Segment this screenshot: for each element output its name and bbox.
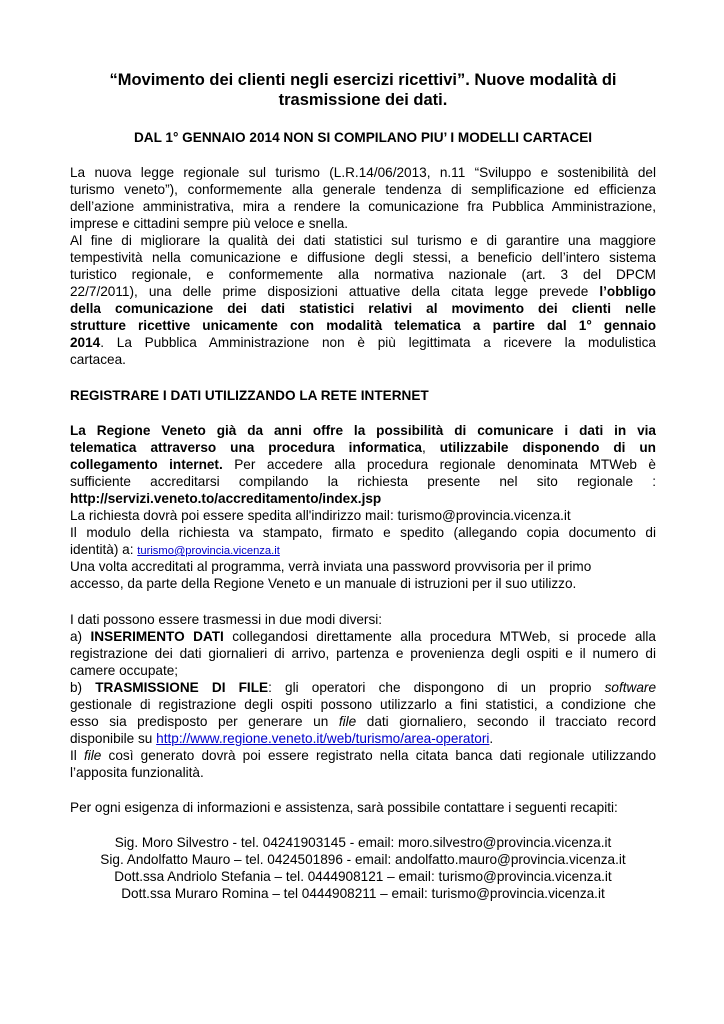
modes-line: camere occupate;	[70, 663, 179, 678]
intro-line: imprese e cittadini sempre più veloce e snella.	[70, 216, 349, 231]
section-heading: REGISTRARE I DATI UTILIZZANDO LA RETE INTERNET	[70, 388, 429, 403]
modes-line: gestionale di registrazione degli ospiti possono utilizzarlo a fini statistici, a condizione che	[70, 697, 656, 712]
modes-line: Il file così generato dovrà poi essere registrato nella citata banca dati regionale utilizzando	[70, 748, 657, 763]
intro-line-bold: strutture ricettive unicamente con modalità telematica a partire dal 1° gennaio	[70, 318, 656, 333]
internet-line: identità) a: turismo@provincia.vicenza.it	[70, 542, 280, 557]
internet-line: collegamento internet. Per accedere alla procedura regionale denominata MTWeb è	[70, 457, 656, 472]
modes-line: disponibile su http://www.regione.veneto.it/web/turismo/area-operatori.	[70, 731, 494, 746]
document-subtitle: DAL 1° GENNAIO 2014 NON SI COMPILANO PIU’ I MODELLI CARTACEI	[133, 130, 593, 145]
contact-line: Sig. Andolfatto Mauro – tel. 0424501896 - email: andolfatto.mauro@provincia.vicenza.it	[100, 852, 626, 867]
internet-line: La richiesta dovrà poi essere spedita all'indirizzo mail: turismo@provincia.vicenza.it	[70, 508, 571, 523]
intro-line: 22/7/2011), una delle prime disposizioni attuative della citata legge prevede l’obbligo	[70, 284, 656, 299]
intro-line: turismo veneto”), conformemente alla generale tendenza di semplificazione ed efficienza	[70, 182, 656, 197]
area-operatori-link[interactable]: http://www.regione.veneto.it/web/turismo/area-operatori	[156, 731, 490, 746]
intro-line: Al fine di migliorare la qualità dei dati statistici sul turismo e di garantire una maggiore	[70, 233, 656, 248]
internet-line: accesso, da parte della Regione Veneto e un manuale di istruzioni per il suo utilizzo.	[70, 576, 577, 591]
modes-line: l’apposita funzionalità.	[70, 765, 204, 780]
email-link[interactable]: turismo@provincia.vicenza.it	[137, 545, 280, 557]
contact-line: Dott.ssa Muraro Romina – tel 0444908211 – email: turismo@provincia.vicenza.it	[121, 886, 605, 901]
internet-line: Il modulo della richiesta va stampato, firmato e spedito (allegando copia documento di	[70, 525, 656, 540]
document-title: “Movimento dei clienti negli esercizi ricettivi”. Nuove modalità di trasmissione dei dati.	[109, 71, 617, 109]
accreditation-url: http://servizi.veneto.to/accreditamento/index.jsp	[70, 491, 382, 506]
intro-line: turistico regionale, e conformemente alla normativa nazionale (art. 3 del DPCM	[70, 267, 656, 282]
modes-line: esso sia predisposto per generare un file dati giornaliero, secondo il tracciato record	[70, 714, 656, 729]
contact-line: Dott.ssa Andriolo Stefania – tel. 0444908121 – email: turismo@provincia.vicenza.it	[114, 869, 612, 884]
intro-line: La nuova legge regionale sul turismo (L.R.14/06/2013, n.11 “Sviluppo e sostenibilità del	[70, 165, 656, 180]
contact-line: Sig. Moro Silvestro - tel. 04241903145 - email: moro.silvestro@provincia.vicenza.it	[114, 835, 612, 850]
intro-line: 2014. La Pubblica Amministrazione non è più legittimata a ricevere la modulistica	[70, 335, 656, 350]
modes-line: registrazione dei dati giornalieri di arrivo, partenza e provenienza degli ospiti e il numero di	[70, 646, 656, 661]
intro-line: cartacea.	[70, 352, 126, 367]
modes-line: a) INSERIMENTO DATI collegandosi direttamente alla procedura MTWeb, si procede alla	[70, 629, 656, 644]
internet-line: Una volta accreditati al programma, verrà inviata una password provvisoria per il primo	[70, 559, 592, 574]
intro-line-bold: della comunicazione dei dati statistici relativi al movimento dei clienti nelle	[70, 301, 656, 316]
internet-line-bold: telematica attraverso una procedura informatica, utilizzabile disponendo di un	[70, 440, 656, 455]
intro-line: tempestività nella comunicazione e diffusione degli stessi, a beneficio dell’intero sistema	[70, 250, 656, 265]
modes-line: b) TRASMISSIONE DI FILE: gli operatori che dispongono di un proprio software	[70, 680, 656, 695]
contacts-intro: Per ogni esigenza di informazioni e assistenza, sarà possibile contattare i seguenti recapiti:	[70, 800, 618, 815]
modes-line: I dati possono essere trasmessi in due modi diversi:	[70, 612, 383, 627]
internet-line: sufficiente accreditarsi compilando la richiesta presente nel sito regionale :	[70, 474, 656, 489]
intro-line: dell’azione amministrativa, mira a rendere la comunicazione fra Pubblica Amministrazione,	[70, 199, 656, 214]
internet-line-bold: La Regione Veneto già da anni offre la possibilità di comunicare i dati in via	[70, 423, 656, 438]
